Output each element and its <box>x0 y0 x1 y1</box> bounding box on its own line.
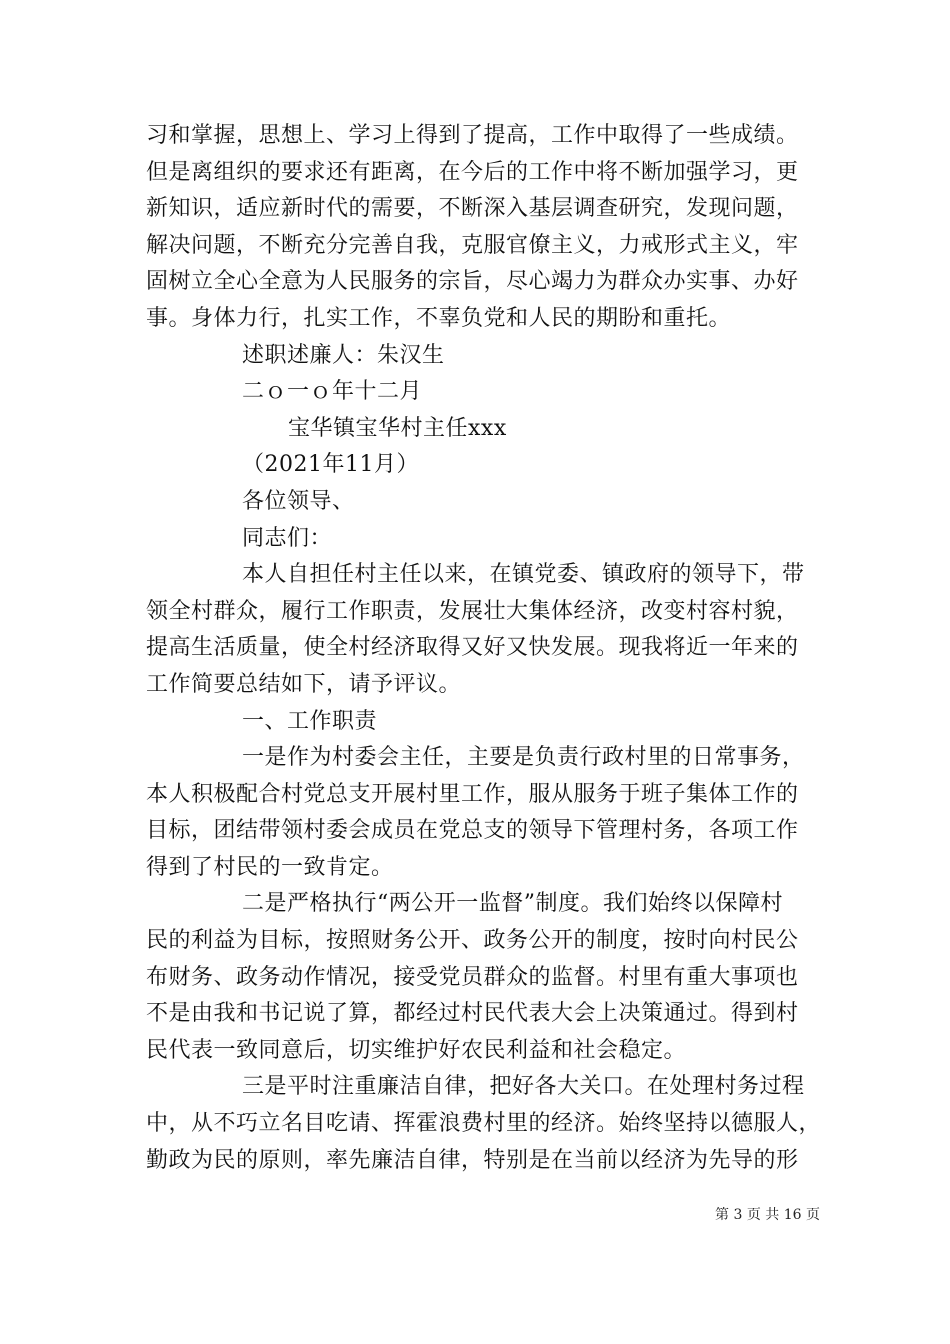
text-line: 事。身体力行，扎实工作，不辜负党和人民的期盼和重托。 <box>146 305 732 331</box>
text-line: 不是由我和书记说了算，都经过村民代表大会上决策通过。得到村 <box>146 1001 799 1027</box>
text-line: 布财务、政务动作情况，接受党员群众的监督。村里有重大事项也 <box>146 964 799 990</box>
text-line: 本人积极配合村党总支开展村里工作，服从服务于班子集体工作的 <box>146 781 799 807</box>
text-line: 工作简要总结如下，请予评议。 <box>146 671 462 697</box>
text-line: 固树立全心全意为人民服务的宗旨，尽心竭力为群众办实事、办好 <box>146 269 799 295</box>
paragraph-start: 二是严格执行“两公开一监督”制度。我们始终以保障村 <box>242 891 783 917</box>
text-line: 得到了村民的一致肯定。 <box>146 854 394 880</box>
section-title: 宝华镇宝华村主任xxx <box>288 415 507 441</box>
text-line: 民的利益为目标，按照财务公开、政务公开的制度，按时向村民公 <box>146 928 799 954</box>
text-line: 中，从不巧立名目吃请、挥霍浪费村里的经济。始终坚持以德服人， <box>146 1111 822 1137</box>
page-number-footer: 第 3 页 共 16 页 <box>715 1207 820 1223</box>
text-line: 新知识，适应新时代的需要，不断深入基层调查研究，发现问题， <box>146 196 799 222</box>
salutation-line: 同志们： <box>242 525 333 551</box>
paragraph-start: 本人自担任村主任以来，在镇党委、镇政府的领导下，带 <box>242 562 805 588</box>
section-date: （2021年11月） <box>242 452 419 478</box>
signature-line: 述职述廉人：朱汉生 <box>242 342 445 368</box>
heading-work-duties: 一、工作职责 <box>242 708 378 734</box>
document-body <box>146 118 822 1179</box>
text-line: 解决问题，不断充分完善自我，克服官僚主义，力戒形式主义，牢 <box>146 232 799 258</box>
text-line: 勤政为民的原则，率先廉洁自律，特别是在当前以经济为先导的形 <box>146 1147 799 1173</box>
text-line: 目标，团结带领村委会成员在党总支的领导下管理村务，各项工作 <box>146 818 799 844</box>
text-line: 提高生活质量，使全村经济取得又好又快发展。现我将近一年来的 <box>146 635 799 661</box>
date-line: 二ｏ一ｏ年十二月 <box>242 379 423 405</box>
paragraph-start: 一是作为村委会主任，主要是负责行政村里的日常事务， <box>242 745 805 771</box>
text-line: 习和掌握，思想上、学习上得到了提高，工作中取得了一些成绩。 <box>146 123 799 148</box>
paragraph-start: 三是平时注重廉洁自律，把好各大关口。在处理村务过程 <box>242 1074 805 1100</box>
text-line: 民代表一致同意后，切实维护好农民利益和社会稳定。 <box>146 1037 687 1063</box>
salutation-line: 各位领导、 <box>242 488 355 514</box>
text-line: 但是离组织的要求还有距离，在今后的工作中将不断加强学习，更 <box>146 159 799 185</box>
text-line: 领全村群众，履行工作职责，发展壮大集体经济，改变村容村貌， <box>146 598 799 624</box>
